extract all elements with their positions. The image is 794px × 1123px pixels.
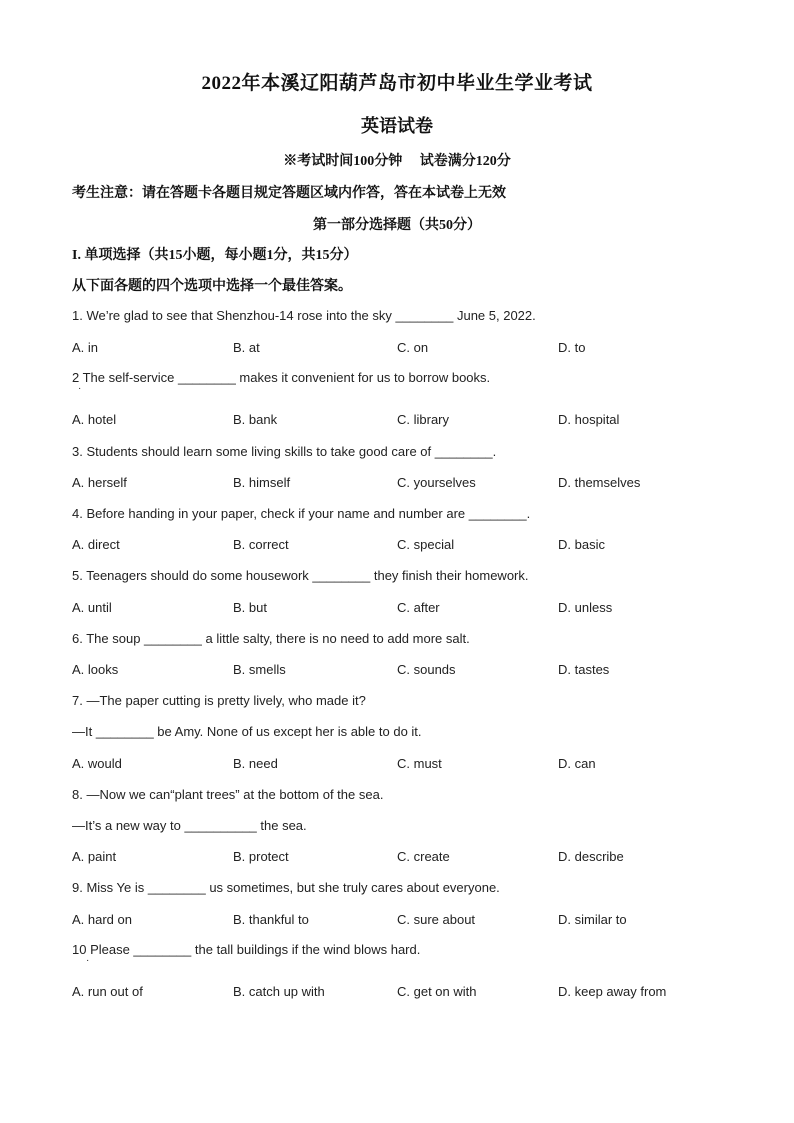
question-7-option-d: D. can: [558, 756, 596, 771]
question-8-option-c: C. create: [397, 849, 450, 864]
question-8-option-d: D. describe: [558, 849, 624, 864]
question-1-option-c: C. on: [397, 340, 429, 355]
question-10-option-c: C. get on with: [397, 984, 477, 999]
question-3-stem: 3. Students should learn some living skills to take good care of ________.: [72, 444, 497, 459]
question-5-option-a: A. until: [72, 600, 112, 615]
question-6-option-c: C. sounds: [397, 662, 456, 677]
question-1-stem: 1. We’re glad to see that Shenzhou-14 rose into the sky ________ June 5, 2022.: [72, 308, 536, 323]
question-9-option-d: D. similar to: [558, 912, 627, 927]
question-4-option-a: A. direct: [72, 537, 120, 552]
question-7-reply: —It ________ be Amy. None of us except her is able to do it.: [72, 724, 422, 739]
question-6-stem: 6. The soup ________ a little salty, there is no need to add more salt.: [72, 631, 470, 646]
question-10-option-b: B. catch up with: [233, 984, 325, 999]
section-instruction: 从下面各题的四个选项中选择一个最佳答案。: [72, 279, 352, 294]
question-2-option-a: A. hotel: [72, 412, 117, 427]
question-7-option-a: A. would: [72, 756, 122, 771]
question-10-option-a: A. run out of: [72, 984, 143, 999]
question-8-reply: —It’s a new way to __________ the sea.: [72, 818, 307, 833]
exam-title: 2022年本溪辽阳葫芦岛市初中毕业生学业考试: [201, 73, 593, 94]
question-2-option-b: B. bank: [233, 412, 278, 427]
exam-info: ※考试时间100分钟 试卷满分120分: [283, 154, 511, 169]
question-4-option-d: D. basic: [558, 537, 605, 552]
question-4-option-c: C. special: [397, 537, 455, 552]
question-3-option-d: D. themselves: [558, 475, 641, 490]
question-2-stem: 2 The self-service ________ makes it convenient for us to borrow books.: [72, 370, 491, 385]
question-4-option-b: B. correct: [233, 537, 289, 552]
question-9-option-a: A. hard on: [72, 912, 132, 927]
question-9-option-c: C. sure about: [397, 912, 476, 927]
part-title: 第一部分选择题（共50分）: [313, 218, 481, 233]
exam-notice: 考生注意：请在答题卡各题目规定答题区域内作答，答在本试卷上无效: [72, 186, 506, 201]
section-title: I. 单项选择（共15小题，每小题1分，共15分）: [72, 248, 358, 263]
question-10-option-d: D. keep away from: [558, 984, 667, 999]
question-10-stem: 10 Please ________ the tall buildings if the wind blows hard.: [72, 942, 421, 957]
question-1-option-b: B. at: [233, 340, 260, 355]
question-7-option-c: C. must: [397, 756, 442, 771]
question-6-option-a: A. looks: [72, 662, 119, 677]
question-6-option-d: D. tastes: [558, 662, 610, 677]
question-5-option-c: C. after: [397, 600, 440, 615]
question-8-option-a: A. paint: [72, 849, 117, 864]
question-4-stem: 4. Before handing in your paper, check if your name and number are ________.: [72, 506, 531, 521]
question-5-stem: 5. Teenagers should do some housework ________ they finish their homework.: [72, 568, 529, 583]
question-8-stem: 8. —Now we can“plant trees” at the bottom of the sea.: [72, 787, 384, 802]
question-1-option-d: D. to: [558, 340, 586, 355]
question-8-option-b: B. protect: [233, 849, 289, 864]
question-3-option-c: C. yourselves: [397, 475, 476, 490]
question-3-option-a: A. herself: [72, 475, 127, 490]
stray-dot-mark: ·: [78, 383, 82, 394]
question-5-option-b: B. but: [233, 600, 267, 615]
stray-dot-mark: ·: [86, 955, 90, 966]
question-9-stem: 9. Miss Ye is ________ us sometimes, but she truly cares about everyone.: [72, 880, 500, 895]
question-5-option-d: D. unless: [558, 600, 613, 615]
question-7-stem: 7. —The paper cutting is pretty lively, who made it?: [72, 693, 366, 708]
question-7-option-b: B. need: [233, 756, 278, 771]
question-3-option-b: B. himself: [233, 475, 291, 490]
question-2-option-d: D. hospital: [558, 412, 620, 427]
question-6-option-b: B. smells: [233, 662, 286, 677]
exam-subtitle: 英语试卷: [361, 116, 433, 136]
question-9-option-b: B. thankful to: [233, 912, 309, 927]
question-1-option-a: A. in: [72, 340, 99, 355]
question-2-option-c: C. library: [397, 412, 450, 427]
